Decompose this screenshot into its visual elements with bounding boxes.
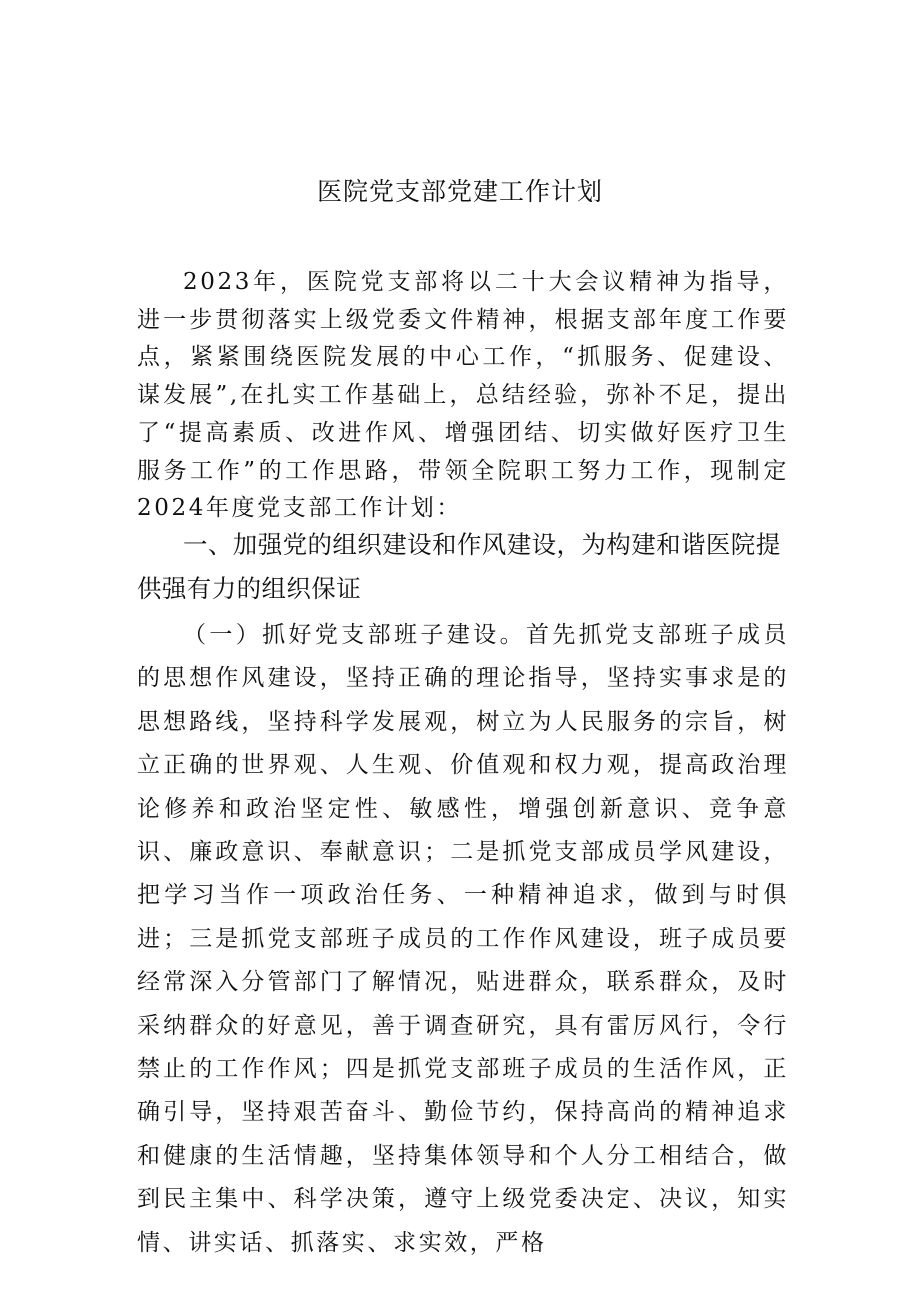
intro-paragraph: 2023年，医院党支部将以二十大会议精神为指导，进一步贯彻落实上级党委文件精神，根据支部年度工作要点，紧紧围绕医院发展的中心工作，“抓服务、促建设、谋发展”,在扎实工作基础上，总结经验，弥补不足，提出了“提高素质、改进作风、增强团结、切实做好医疗卫生服务工作”的工作思路，带领全院职工努力工作，现制定2024年度党支部工作计划：	[137, 269, 789, 522]
document-title: 医院党支部党建工作计划	[316, 177, 603, 206]
section-one-paragraph: （一）抓好党支部班子建设。首先抓党支部班子成员的思想作风建设，坚持正确的理论指导，坚持实事求是的思想路线，坚持科学发展观，树立为人民服务的宗旨，树立正确的世界观、人生观、价值观和权力观，提高政治理论修养和政治坚定性、敏感性，增强创新意识、竞争意识、廉政意识、奉献意识；二是抓党支部成员学风建设，把学习当作一项政治任务、一种精神追求，做到与时俱进；三是抓党支部班子成员的工作作风建设，班子成员要经常深入分管部门了解情况，贴进群众，联系群众，及时采纳群众的好意见，善于调查研究，具有雷厉风行，令行禁止的工作作风；四是抓党支部班子成员的生活作风，正确引导，坚持艰苦奋斗、勤俭节约，保持高尚的精神追求和健康的生活情趣，坚持集体领导和个人分工相结合，做到民主集中、科学决策，遵守上级党委决定、决议，知实情、讲实话、抓落实、求实效，严格	[137, 622, 789, 1256]
section-heading: 一、加强党的组织建设和作风建设，为构建和谐医院提供强有力的组织保证	[137, 530, 781, 603]
